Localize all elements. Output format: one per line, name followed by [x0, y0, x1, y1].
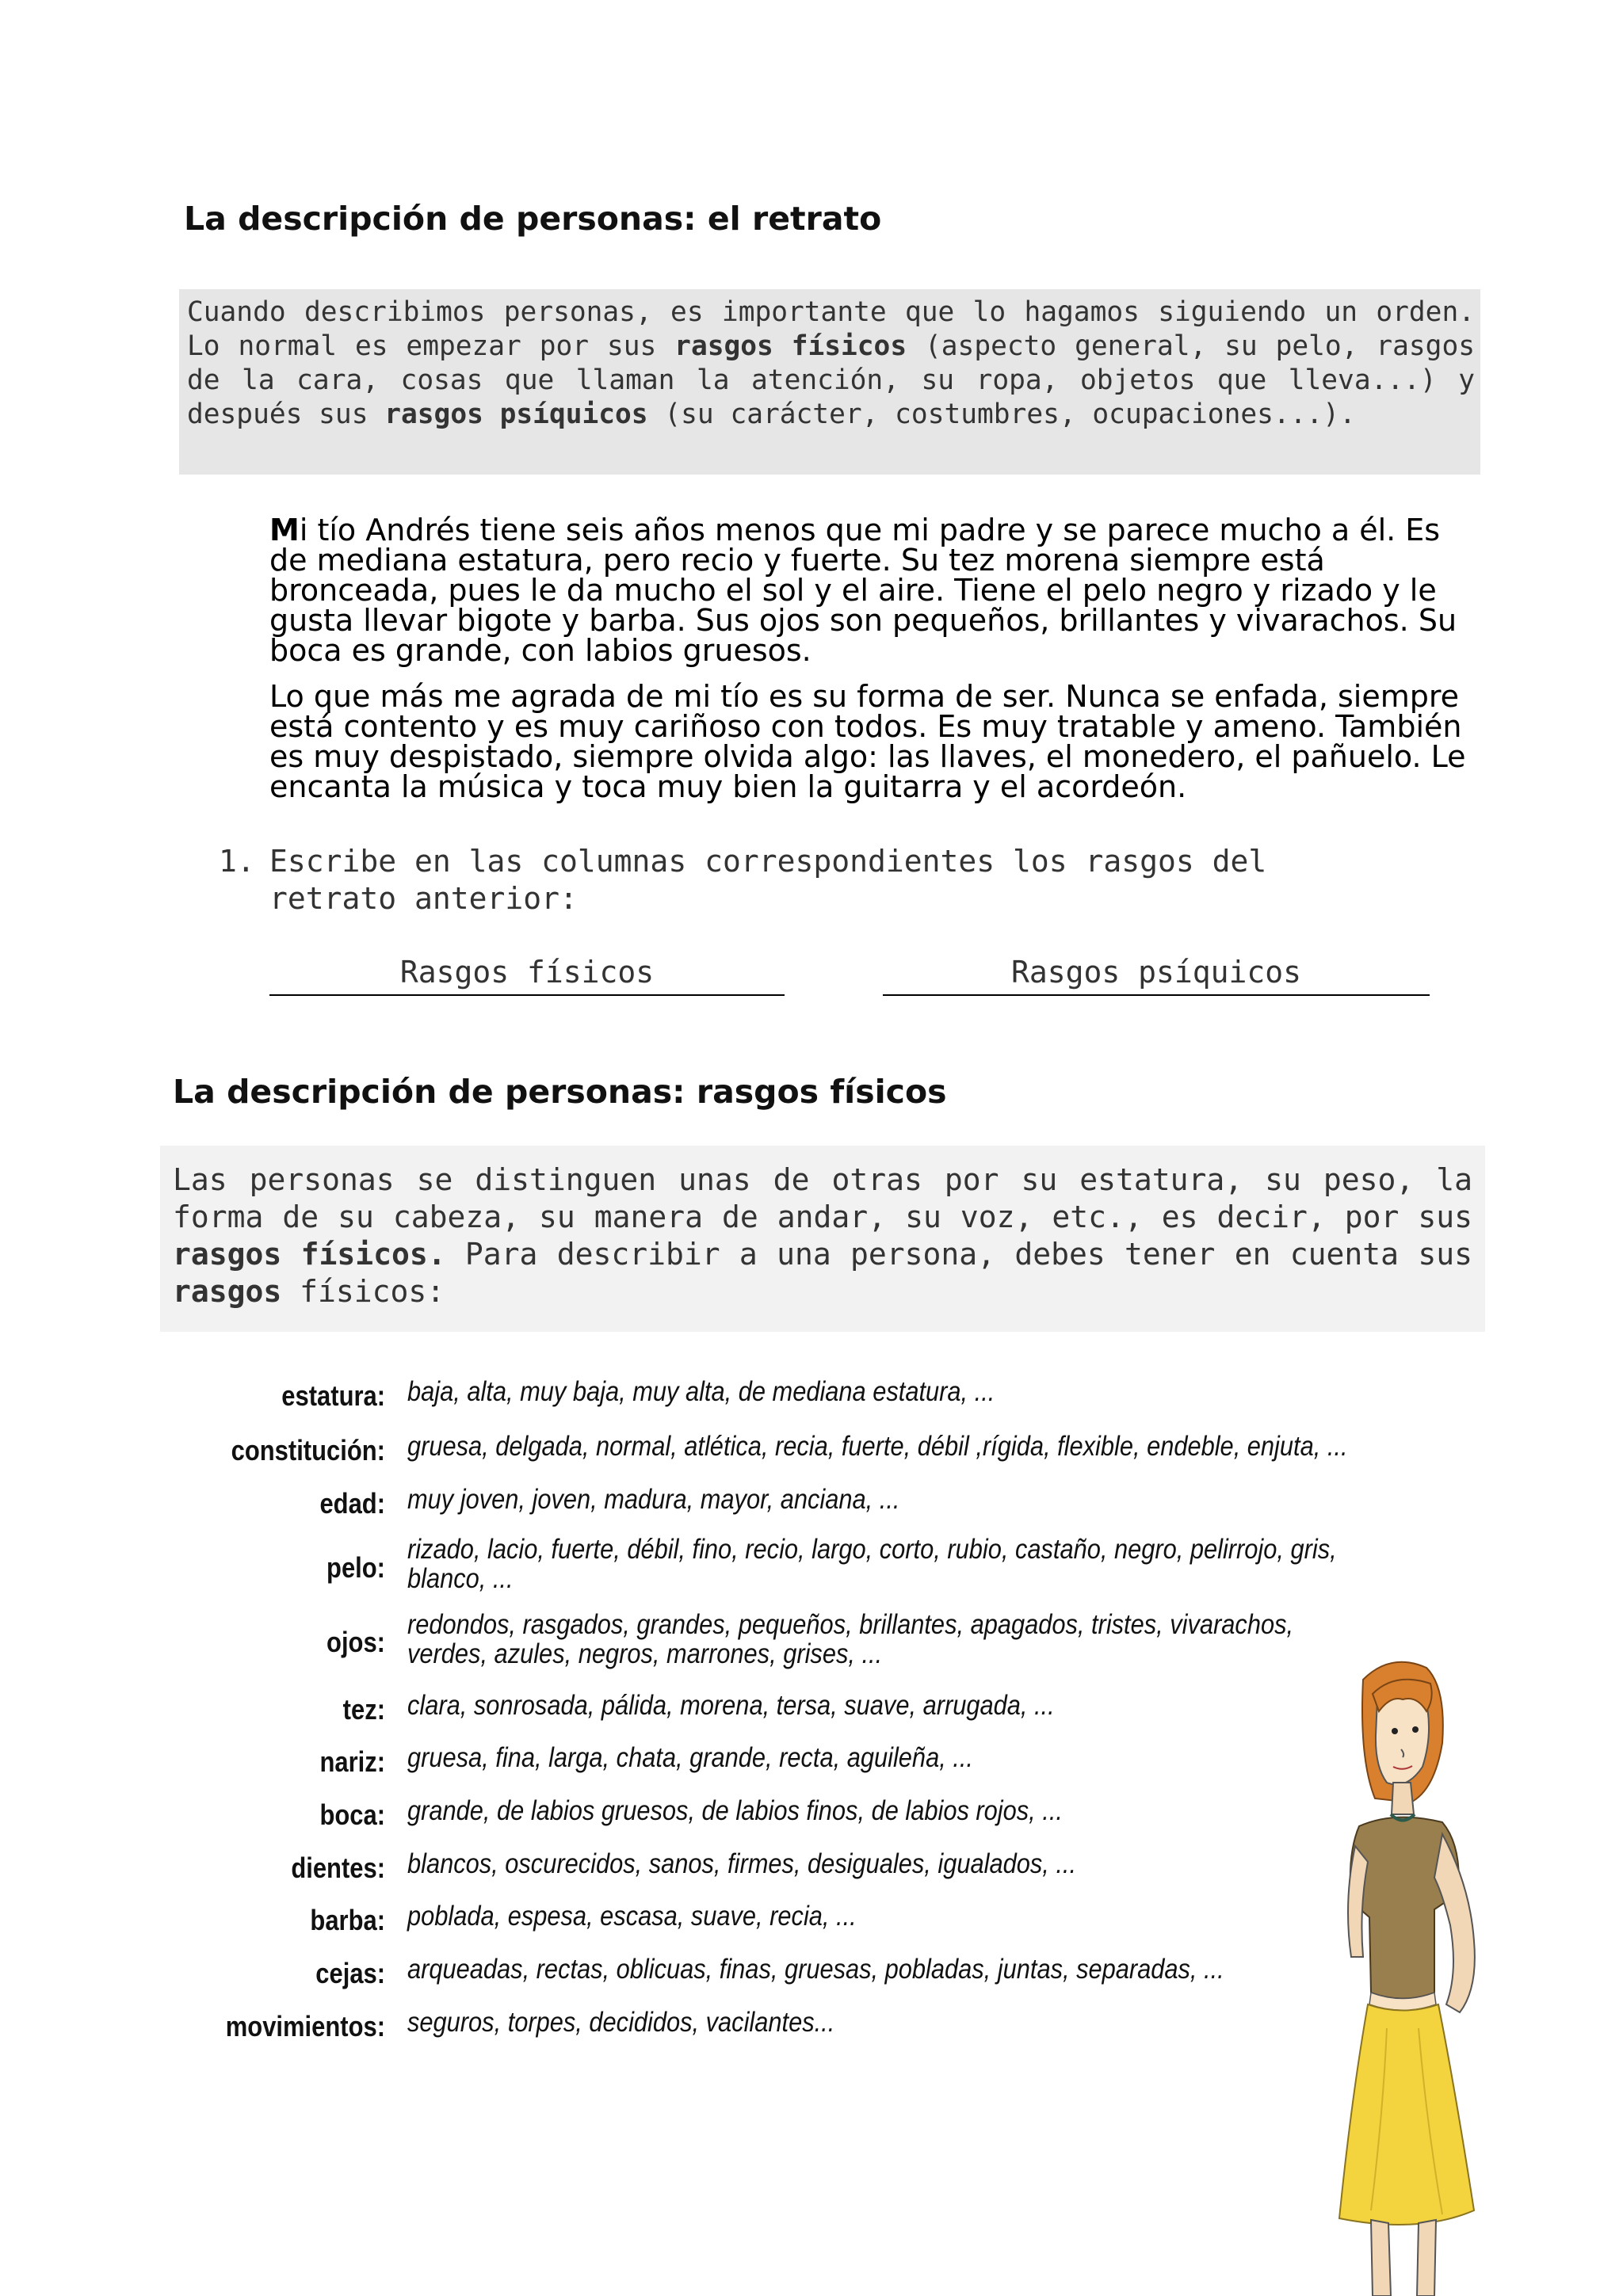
trait-value-pelo [407, 1534, 1337, 1594]
trait-label-ojos: ojos: [327, 1626, 385, 1658]
trait-label-boca: boca: [319, 1798, 385, 1831]
section-title-rasgos-fisicos: La descripción de personas: rasgos físicos [173, 1073, 947, 1111]
intro-text-retrato [187, 296, 1475, 432]
trait-value-tez: clara, sonrosada, pálida, morena, tersa, suave, arrugada, ... [407, 1690, 1055, 1721]
intro-bold-rasgos: rasgos [173, 1274, 282, 1309]
trait-label-tez: tez: [342, 1693, 385, 1726]
exercise-number: 1. [219, 844, 255, 879]
trait-value-ojos [407, 1610, 1314, 1669]
trait-value-ojos-line1: redondos, rasgados, grandes, pequeños, brillantes, apagados, tristes, vivarachos, [407, 1609, 1294, 1640]
trait-label-constitucion: constitución: [231, 1434, 385, 1466]
intro-text-rasgos-fisicos [173, 1161, 1472, 1310]
trait-value-constitucion: gruesa, delgada, normal, atlética, recia, fuerte, débil ,rígida, flexible, endeble, enjuta, ... [407, 1431, 1348, 1462]
story-paragraph-1-text: i tío Andrés tiene seis años menos que mi padre y se parece mucho a él. Es de mediana estatura, pero recio y fuerte. Su tez morena siempre está bronceada, pues le da mucho el sol y el aire. Tiene el pelo negro y rizado y le gusta llevar bigote y barba. Sus ojos son pequeños, brillantes y vivarachos. Su boca es grande, con labios gruesos. [269, 513, 1457, 668]
intro-bold-rasgos-fisicos: rasgos físicos. [173, 1237, 446, 1272]
trait-value-dientes: blancos, oscurecidos, sanos, firmes, desiguales, igualados, ... [407, 1848, 1077, 1879]
intro-text-part: Cuando describimos personas, es importante que lo hagamos siguiendo un orden. Lo normal es empezar por sus [187, 296, 1475, 362]
trait-value-boca: grande, de labios gruesos, de labios finos, de labios rojos, ... [407, 1795, 1063, 1826]
story-paragraph-1 [269, 515, 1482, 666]
section-title-retrato: La descripción de personas: el retrato [184, 200, 882, 238]
woman-illustration [1316, 1656, 1514, 2296]
trait-label-cejas: cejas: [315, 1957, 385, 1989]
trait-value-nariz: gruesa, fina, larga, chata, grande, recta, aguileña, ... [407, 1742, 973, 1773]
story-paragraph-2: Lo que más me agrada de mi tío es su forma de ser. Nunca se enfada, siempre está contento y es muy cariñoso con todos. Es muy tratable y ameno. También es muy despistado, siempre olvida algo: las llaves, el monedero, el pañuelo. Le encanta la música y toca muy bien la guitarra y el acordeón. [269, 679, 1466, 804]
column-header-psiquicos: Rasgos psíquicos [883, 955, 1430, 996]
intro-text-part: (su carácter, costumbres, ocupaciones...). [647, 399, 1356, 430]
trait-value-ojos-line2: verdes, azules, negros, marrones, grises, ... [407, 1638, 883, 1669]
trait-value-estatura: baja, alta, muy baja, muy alta, de mediana estatura, ... [407, 1376, 995, 1407]
trait-label-dientes: dientes: [291, 1852, 385, 1884]
trait-value-pelo-line2: blanco, ... [407, 1563, 514, 1594]
trait-label-movimientos: movimientos: [225, 2010, 385, 2042]
story-text [269, 515, 1482, 802]
intro-bold-rasgos-psiquicos: rasgos psíquicos [384, 399, 648, 430]
trait-label-pelo: pelo: [327, 1551, 385, 1584]
intro-text-part: Para describir a una persona, debes tener en cuenta sus [445, 1237, 1472, 1272]
trait-label-estatura: estatura: [281, 1379, 385, 1412]
intro-box-rasgos-fisicos [160, 1146, 1485, 1332]
intro-bold-rasgos-fisicos: rasgos físicos [674, 330, 907, 362]
intro-box-retrato [179, 289, 1480, 475]
trait-label-barba: barba: [310, 1904, 385, 1936]
trait-label-nariz: nariz: [319, 1745, 385, 1778]
trait-value-barba: poblada, espesa, escasa, suave, recia, ... [407, 1901, 857, 1932]
trait-value-edad: muy joven, joven, madura, mayor, anciana, ... [407, 1484, 900, 1515]
story-initial: M [269, 513, 300, 547]
trait-value-movimientos: seguros, torpes, decididos, vacilantes... [407, 2007, 835, 2038]
trait-value-cejas: arqueadas, rectas, oblicuas, finas, gruesas, pobladas, juntas, separadas, ... [407, 1954, 1224, 1985]
trait-value-pelo-line1: rizado, lacio, fuerte, débil, fino, recio, largo, corto, rubio, castaño, negro, pelirrojo, gris, [407, 1534, 1337, 1565]
exercise-text: Escribe en las columnas correspondientes los rasgos del retrato anterior: [269, 844, 1267, 916]
intro-text-part: físicos: [281, 1274, 445, 1309]
intro-text-part: (aspecto general, su pelo, rasgos de la cara, cosas que llaman la atención, su ropa, objetos que lleva...) y después sus [187, 330, 1475, 430]
column-header-fisicos: Rasgos físicos [269, 955, 785, 996]
trait-label-edad: edad: [319, 1487, 385, 1520]
intro-text-part: Las personas se distinguen unas de otras por su estatura, su peso, la forma de su cabeza, su manera de andar, su voz, etc., es decir, por sus [173, 1162, 1472, 1234]
